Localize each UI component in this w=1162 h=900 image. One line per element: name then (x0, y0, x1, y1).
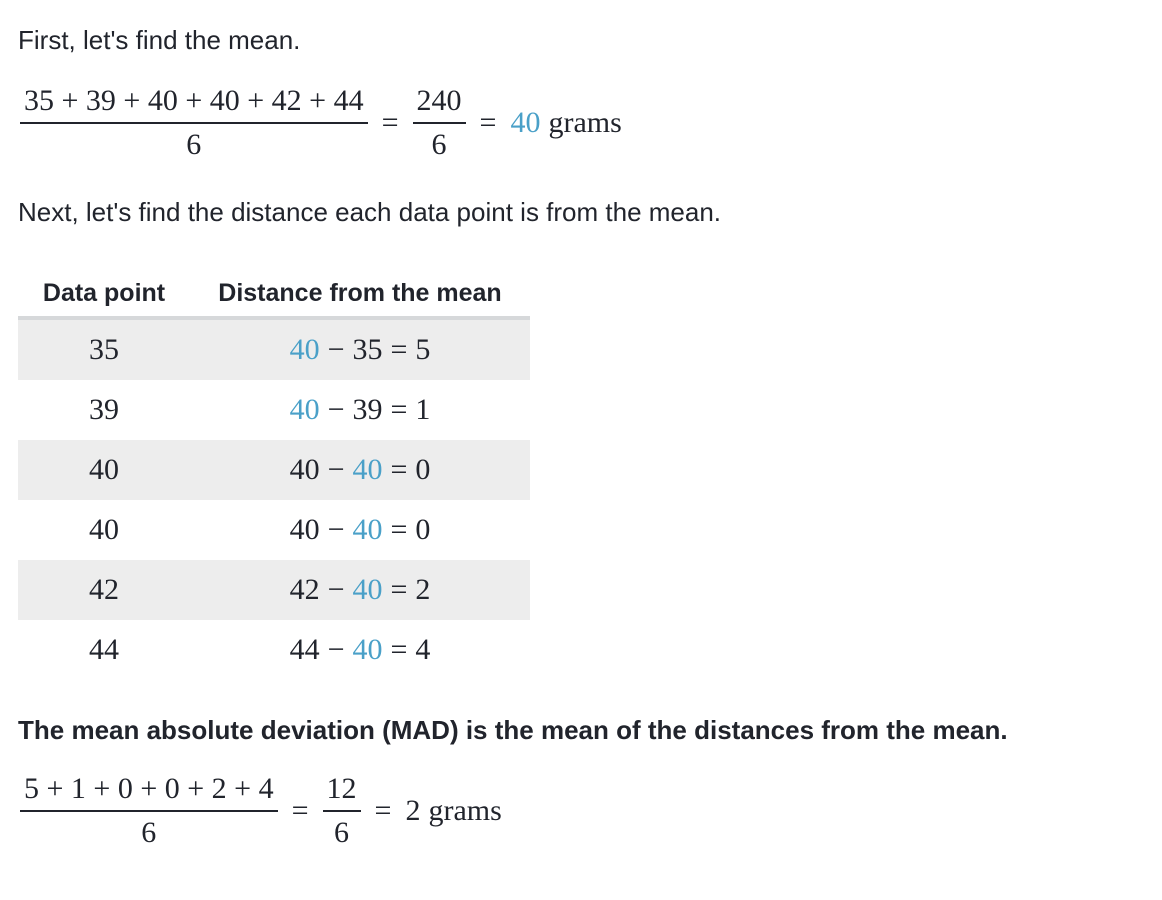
subtrahend: 35 (352, 333, 383, 366)
equals-sign: = (381, 106, 399, 139)
mean-result: 40 (510, 106, 541, 139)
table-row (18, 380, 530, 440)
distance-cell (190, 318, 530, 380)
distance-value: 5 (415, 333, 431, 366)
distance-value: 2 (415, 573, 431, 606)
minus-sign: − (327, 633, 345, 666)
distance-cell (190, 500, 530, 560)
sum-denominator: 6 (431, 128, 447, 161)
intro-text: First, let's find the mean. (18, 25, 301, 55)
mean-numerator: 35 + 39 + 40 + 40 + 42 + 44 (20, 84, 368, 124)
sum-fraction (413, 84, 466, 162)
mad-sum-fraction (323, 772, 361, 850)
header-distance: Distance from the mean (190, 270, 530, 318)
mean-unit: grams (548, 106, 622, 139)
equals-sign: = (479, 106, 497, 139)
distance-value: 0 (415, 453, 431, 486)
mad-result: 2 (405, 794, 421, 827)
mean-equation (20, 84, 622, 162)
subtrahend: 40 (352, 513, 383, 546)
distance-value: 4 (415, 633, 431, 666)
mad-unit: grams (428, 794, 502, 827)
equals-sign: = (390, 573, 408, 606)
minuend: 40 (289, 453, 320, 486)
minuend: 40 (289, 333, 320, 366)
data-point-cell: 40 (89, 513, 119, 546)
mad-equation (20, 772, 502, 850)
data-point-cell: 40 (18, 440, 190, 500)
subtrahend: 40 (352, 633, 383, 666)
equals-sign: = (374, 794, 392, 827)
minus-sign: − (327, 513, 345, 546)
equals-sign: = (291, 794, 309, 827)
subtrahend: 40 (352, 573, 383, 606)
data-point-cell: 44 (89, 633, 119, 666)
minuend: 44 (289, 633, 320, 666)
next-text: Next, let's find the distance each data point is from the mean. (18, 197, 722, 227)
minuend: 40 (289, 393, 320, 426)
equals-sign: = (390, 333, 408, 366)
distance-cell (190, 440, 530, 500)
data-point-cell: 42 (18, 560, 190, 620)
distance-value: 1 (415, 393, 431, 426)
data-point-cell: 39 (89, 393, 119, 426)
equals-sign: = (390, 453, 408, 486)
mad-denominator: 6 (141, 816, 157, 849)
table-row (18, 560, 530, 620)
mean-denominator: 6 (186, 128, 202, 161)
minus-sign: − (327, 393, 345, 426)
data-point-cell: 35 (18, 318, 190, 380)
mad-sum-denominator: 6 (334, 816, 350, 849)
minuend: 40 (289, 513, 320, 546)
mad-fraction (20, 772, 278, 850)
header-data-point: Data point (18, 270, 190, 318)
distance-table (18, 270, 530, 680)
minus-sign: − (327, 333, 345, 366)
mad-text: The mean absolute deviation (MAD) is the mean of the distances from the mean. (18, 715, 1008, 745)
distance-cell (190, 380, 530, 440)
table-row (18, 440, 530, 500)
subtrahend: 40 (352, 453, 383, 486)
distance-cell (190, 620, 530, 680)
mean-fraction (20, 84, 368, 162)
equals-sign: = (390, 633, 408, 666)
mad-sum-numerator: 12 (323, 772, 361, 812)
equals-sign: = (390, 513, 408, 546)
sum-numerator: 240 (413, 84, 466, 124)
distance-value: 0 (415, 513, 431, 546)
table-header-row (18, 270, 530, 318)
mad-numerator: 5 + 1 + 0 + 0 + 2 + 4 (20, 772, 278, 812)
distance-cell (190, 560, 530, 620)
subtrahend: 39 (352, 393, 383, 426)
table-row (18, 318, 530, 380)
minus-sign: − (327, 453, 345, 486)
table-row (18, 500, 530, 560)
equals-sign: = (390, 393, 408, 426)
minuend: 42 (289, 573, 320, 606)
table-row (18, 620, 530, 680)
minus-sign: − (327, 573, 345, 606)
